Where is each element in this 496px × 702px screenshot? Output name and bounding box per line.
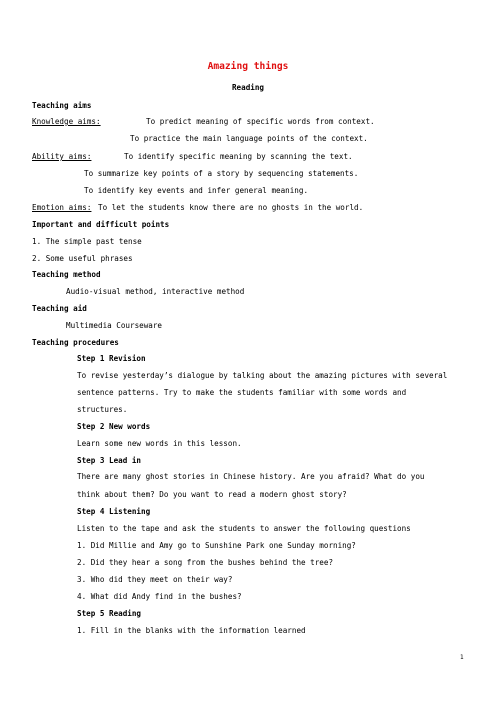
step2-heading: Step 2 New words	[77, 422, 151, 431]
point-2: 2. Some useful phrases	[32, 254, 133, 263]
page-number: 1	[460, 654, 464, 661]
step3-line-2: think about them? Do you want to read a modern ghost story?	[77, 490, 347, 499]
step2-line-1: Learn some new words in this lesson.	[77, 439, 242, 448]
aims-heading: Teaching aims	[32, 101, 92, 110]
step1-line-3: structures.	[77, 405, 128, 414]
step4-question-1: 1. Did Millie and Amy go to Sunshine Park one Sunday morning?	[77, 541, 356, 550]
method-text: Audio-visual method, interactive method	[66, 287, 245, 296]
step5-line-1: 1. Fill in the blanks with the information learned	[77, 626, 306, 635]
step4-line-1: Listen to the tape and ask the students to answer the following questions	[77, 524, 411, 533]
procedures-heading: Teaching procedures	[32, 338, 119, 347]
knowledge-aim-1: To predict meaning of specific words from context.	[146, 117, 375, 126]
knowledge-aim-2: To practice the main language points of the context.	[130, 134, 368, 143]
ability-aim-2: To summarize key points of a story by sequencing statements.	[84, 169, 359, 178]
document-subtitle: Reading	[231, 83, 264, 92]
step4-heading: Step 4 Listening	[77, 507, 151, 516]
point-1: 1. The simple past tense	[32, 237, 142, 246]
ability-aims-label: Ability aims:	[32, 152, 92, 161]
step5-heading: Step 5 Reading	[77, 609, 142, 618]
method-heading: Teaching method	[32, 270, 101, 279]
step3-heading: Step 3 Lead in	[77, 456, 142, 465]
ability-aim-3: To identify key events and infer general meaning.	[84, 186, 309, 195]
points-heading: Important and difficult points	[32, 220, 170, 229]
step4-question-4: 4. What did Andy find in the bushes?	[77, 592, 242, 601]
emotion-aim-1: To let the students know there are no ghosts in the world.	[98, 203, 364, 212]
aid-text: Multimedia Courseware	[66, 321, 163, 330]
emotion-aims-label: Emotion aims:	[32, 203, 92, 212]
aid-heading: Teaching aid	[32, 304, 87, 313]
step1-line-1: To revise yesterday’s dialogue by talking about the amazing pictures with several	[77, 371, 448, 380]
step1-heading: Step 1 Revision	[77, 354, 146, 363]
step4-question-3: 3. Who did they meet on their way?	[77, 575, 233, 584]
step4-question-2: 2. Did they hear a song from the bushes behind the tree?	[77, 558, 334, 567]
knowledge-aims-label: Knowledge aims:	[32, 117, 101, 126]
ability-aim-1: To identify specific meaning by scanning the text.	[124, 152, 353, 161]
step1-line-2: sentence patterns. Try to make the students familiar with some words and	[77, 388, 407, 397]
step3-line-1: There are many ghost stories in Chinese history. Are you afraid? What do you	[77, 472, 425, 481]
document-title: Amazing things	[207, 61, 289, 72]
